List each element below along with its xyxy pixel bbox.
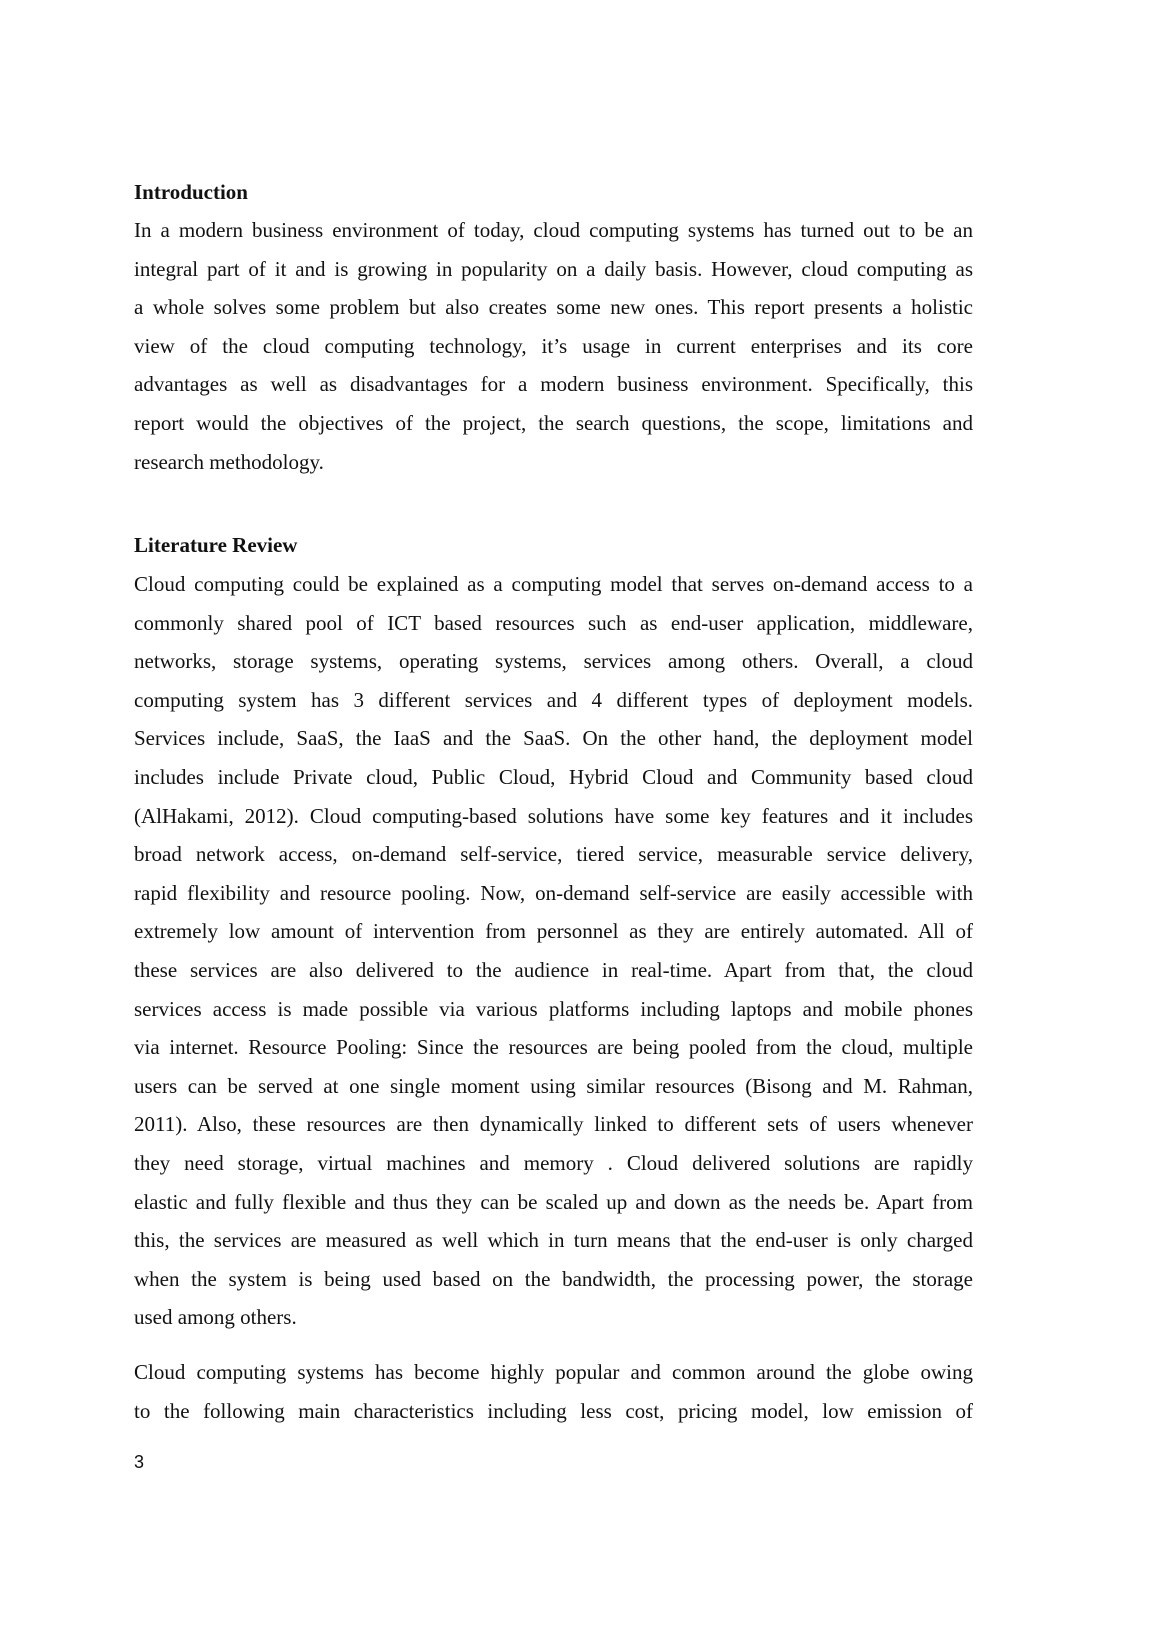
- text-line: research methodology.: [134, 449, 324, 474]
- literature-paragraph-1: [134, 565, 973, 1337]
- text-line: they need storage, virtual machines and memory . Cloud delivered solutions are rapidly: [134, 1150, 973, 1175]
- text-line: computing system has 3 different services and 4 different types of deployment models.: [134, 687, 973, 712]
- heading-introduction: Introduction: [134, 180, 248, 204]
- text-line: Cloud computing could be explained as a computing model that serves on-demand access to a: [134, 572, 973, 596]
- text-line: to the following main characteristics including less cost, pricing model, low emission of: [134, 1398, 973, 1423]
- introduction-paragraph: [134, 211, 973, 481]
- text-line: networks, storage systems, operating systems, services among others. Overall, a cloud: [134, 649, 973, 674]
- text-line: (AlHakami, 2012). Cloud computing-based solutions have some key features and it includes: [134, 803, 973, 828]
- text-line: a whole solves some problem but also creates some new ones. This report presents a holistic: [134, 295, 973, 320]
- text-line: extremely low amount of intervention from personnel as they are entirely automated. All of: [134, 919, 973, 944]
- text-line: includes include Private cloud, Public Cloud, Hybrid Cloud and Community based cloud: [134, 764, 973, 789]
- text-line: rapid flexibility and resource pooling. Now, on-demand self-service are easily accessible with: [134, 880, 973, 905]
- text-line: this, the services are measured as well which in turn means that the end-user is only charged: [134, 1228, 973, 1253]
- text-line: integral part of it and is growing in popularity on a daily basis. However, cloud computing as: [134, 256, 973, 281]
- heading-literature-review: Literature Review: [134, 533, 298, 557]
- text-line: users can be served at one single moment using similar resources (Bisong and M. Rahman,: [134, 1073, 973, 1098]
- text-line: broad network access, on-demand self-service, tiered service, measurable service delivery,: [134, 842, 973, 867]
- text-line: when the system is being used based on the bandwidth, the processing power, the storage: [134, 1266, 973, 1291]
- text-line: advantages as well as disadvantages for a modern business environment. Specifically, this: [134, 372, 973, 397]
- text-line: report would the objectives of the project, the search questions, the scope, limitations and: [134, 410, 973, 435]
- text-line: these services are also delivered to the audience in real-time. Apart from that, the cloud: [134, 957, 973, 982]
- text-line: used among others.: [134, 1305, 297, 1330]
- text-line: Services include, SaaS, the IaaS and the SaaS. On the other hand, the deployment model: [134, 726, 973, 751]
- literature-paragraph-2: [134, 1353, 973, 1430]
- text-line: services access is made possible via various platforms including laptops and mobile phones: [134, 996, 973, 1021]
- text-line: view of the cloud computing technology, it’s usage in current enterprises and its core: [134, 333, 973, 358]
- text-line: 2011). Also, these resources are then dynamically linked to different sets of users whenever: [134, 1112, 973, 1137]
- text-line: via internet. Resource Pooling: Since the resources are being pooled from the cloud, multiple: [134, 1035, 973, 1060]
- text-line: commonly shared pool of ICT based resources such as end-user application, middleware,: [134, 610, 973, 635]
- text-line: In a modern business environment of today, cloud computing systems has turned out to be an: [134, 218, 973, 242]
- text-line: elastic and fully flexible and thus they can be scaled up and down as the needs be. Apart from: [134, 1189, 973, 1214]
- text-line: Cloud computing systems has become highly popular and common around the globe owing: [134, 1360, 973, 1384]
- page-number: 3: [134, 1452, 145, 1472]
